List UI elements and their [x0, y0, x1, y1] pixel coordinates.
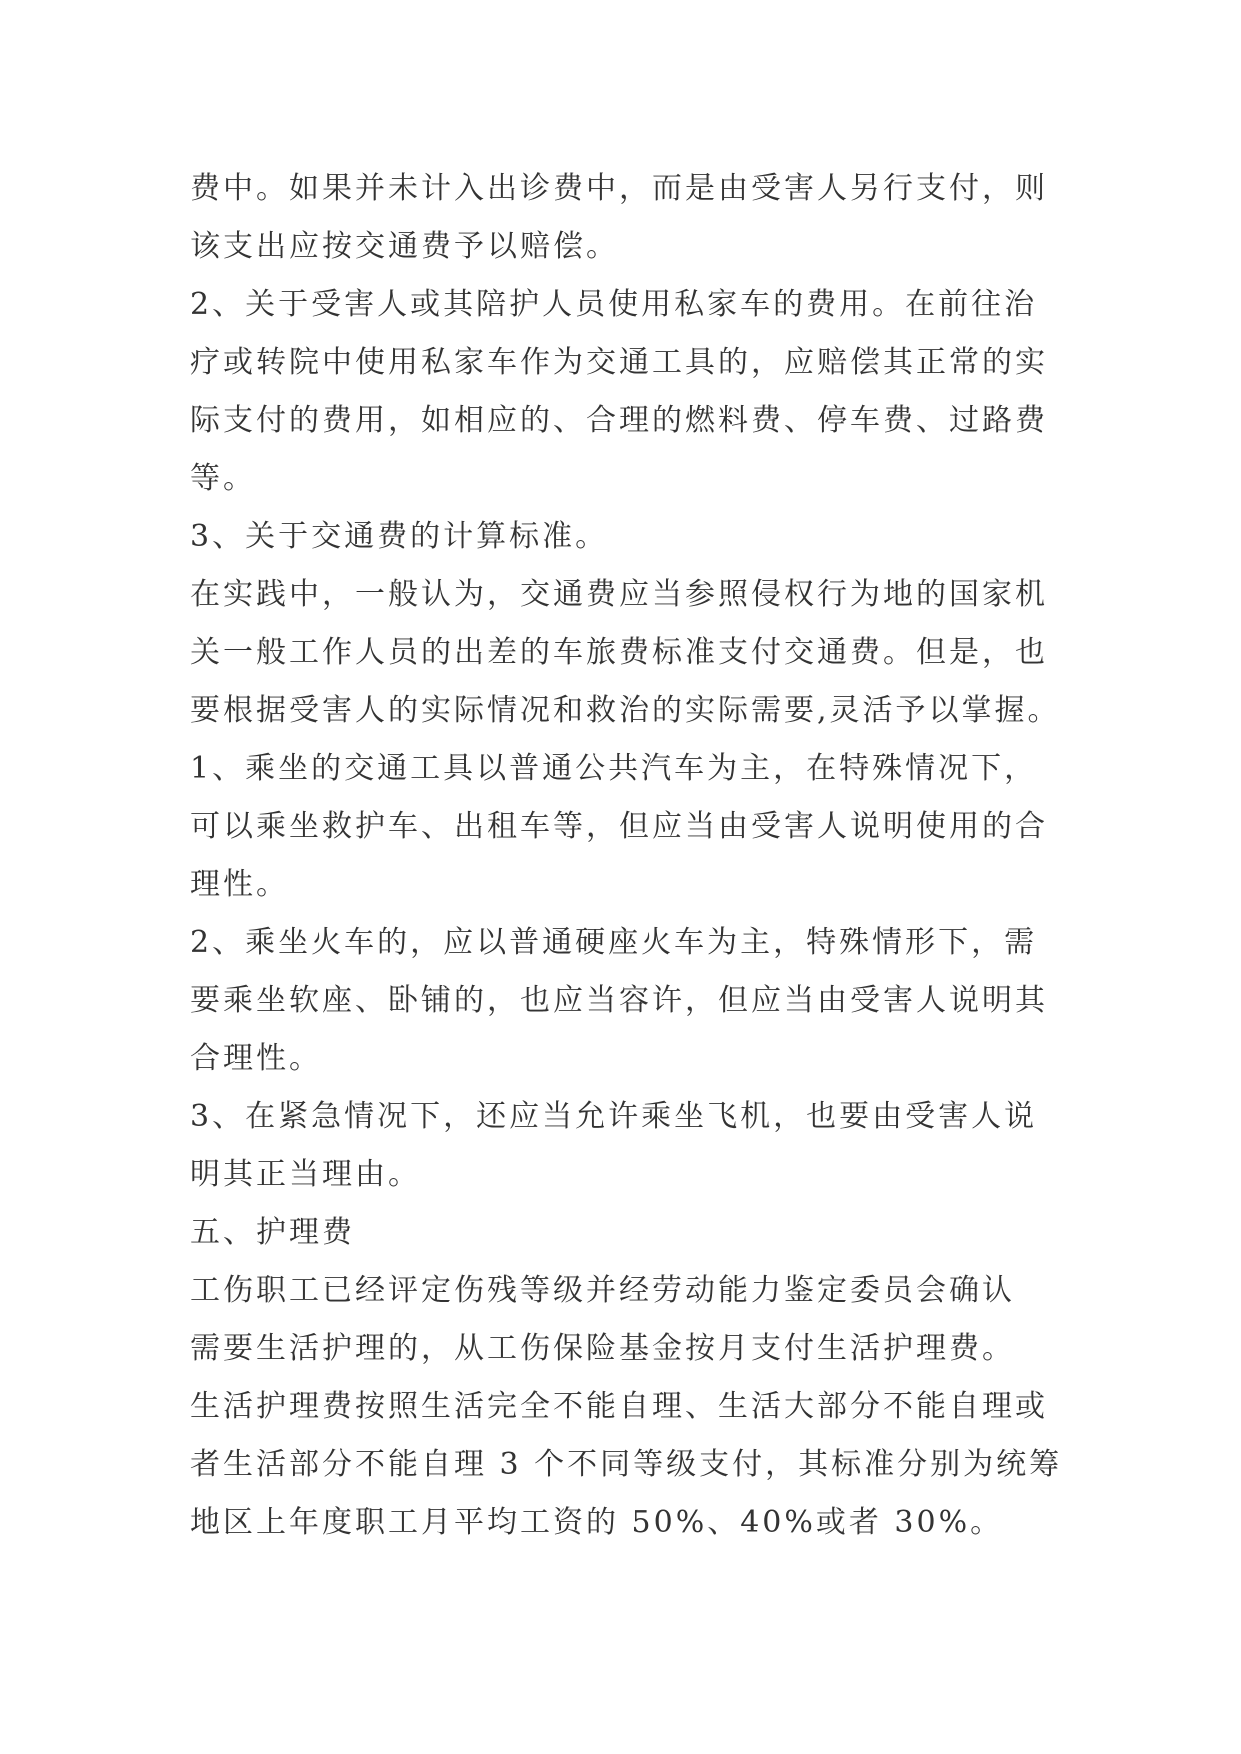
text-line: 3、关于交通费的计算标准。	[190, 519, 609, 554]
text-line: 合理性。	[190, 1041, 322, 1076]
text-line: 理性。	[190, 867, 289, 902]
document-body	[190, 160, 1070, 1552]
text-line: 3、在紧急情况下，还应当允许乘坐飞机，也要由受害人说	[190, 1099, 1038, 1134]
text-line: 疗或转院中使用私家车作为交通工具的，应赔偿其正常的实	[190, 345, 1048, 380]
text-line: 1、乘坐的交通工具以普通公共汽车为主，在特殊情况下，	[190, 751, 1038, 786]
text-line: 可以乘坐救护车、出租车等，但应当由受害人说明使用的合	[190, 809, 1048, 844]
text-line: 2、关于受害人或其陪护人员使用私家车的费用。在前往治	[190, 287, 1038, 322]
text-line: 明其正当理由。	[190, 1157, 421, 1192]
text-line: 等。	[190, 461, 256, 496]
text-line: 地区上年度职工月平均工资的 50%、40%或者 30%。	[190, 1505, 1004, 1540]
text-line: 者生活部分不能自理 3 个不同等级支付，其标准分别为统筹	[190, 1447, 1063, 1482]
text-line: 要乘坐软座、卧铺的，也应当容许，但应当由受害人说明其	[190, 983, 1048, 1018]
text-line: 生活护理费按照生活完全不能自理、生活大部分不能自理或	[190, 1389, 1048, 1424]
text-line: 要根据受害人的实际情况和救治的实际需要,灵活予以掌握。	[190, 693, 1061, 728]
text-line: 该支出应按交通费予以赔偿。	[190, 229, 619, 264]
text-line: 关一般工作人员的出差的车旅费标准支付交通费。但是，也	[190, 635, 1048, 670]
text-line: 在实践中，一般认为，交通费应当参照侵权行为地的国家机	[190, 577, 1048, 612]
section-heading: 五、护理费	[190, 1215, 355, 1250]
text-line: 际支付的费用，如相应的、合理的燃料费、停车费、过路费	[190, 403, 1048, 438]
text-line: 费中。如果并未计入出诊费中，而是由受害人另行支付，则	[190, 171, 1048, 206]
text-line: 2、乘坐火车的，应以普通硬座火车为主，特殊情形下，需	[190, 925, 1038, 960]
text-line: 需要生活护理的，从工伤保险基金按月支付生活护理费。	[190, 1331, 1015, 1366]
text-line: 工伤职工已经评定伤残等级并经劳动能力鉴定委员会确认	[190, 1273, 1015, 1308]
